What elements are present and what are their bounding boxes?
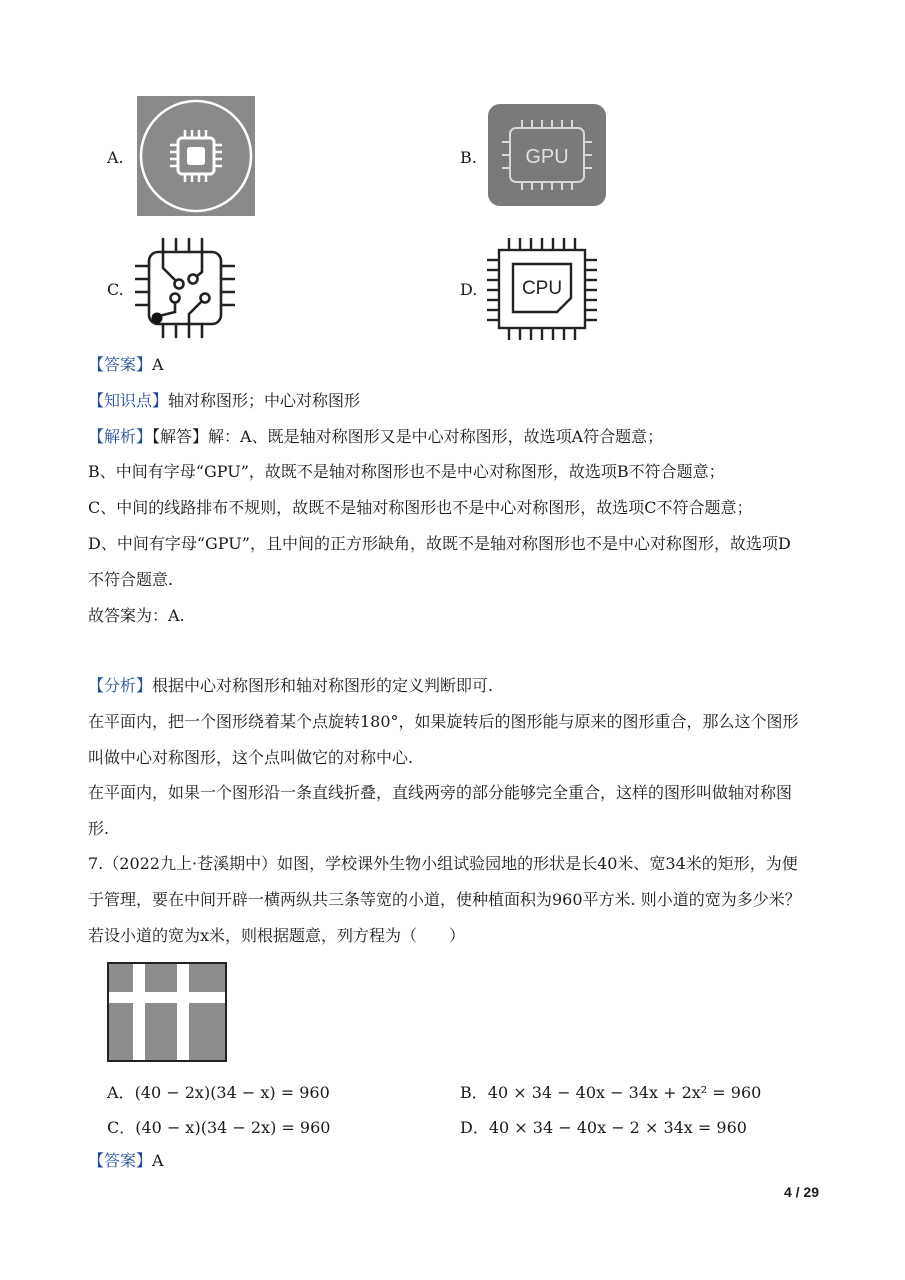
q6-analysis-line-4: D、中间有字母“GPU”，且中间的正方形缺角，故既不是轴对称图形也不是中心对称图形，故选项D — [88, 534, 791, 553]
option-b-label: B. — [460, 148, 477, 167]
knowledge-text: 轴对称图形；中心对称图形 — [168, 391, 361, 410]
option-a-label: A. — [107, 148, 124, 167]
q7-stem-line-3: 若设小道的宽为x米，则根据题意，列方程为（ ） — [88, 926, 466, 945]
q6-analysis-line-2: B、中间有字母“GPU”，故既不是轴对称图形也不是中心对称图形，故选项B不符合题意； — [88, 462, 725, 481]
q6-fenxi-line-3: 叫做中心对称图形，这个点叫做它的对称中心. — [88, 748, 414, 767]
q6-fenxi-line-5: 形. — [88, 819, 110, 838]
q7-answer-line — [88, 1151, 164, 1171]
q7-stem-line-2: 于管理，要在中间开辟一横两纵共三条等宽的小道，使种植面积为960平方米. 则小道的宽为多少米？ — [88, 890, 801, 909]
q6-analysis-line-5: 不符合题意. — [88, 570, 174, 589]
q6-fenxi-line-2: 在平面内，把一个图形绕着某个点旋转180°，如果旋转后的图形能与原来的图形重合，那么这个图形 — [88, 712, 799, 731]
cpu-chip-text: CPU — [521, 278, 563, 299]
knowledge-tag: 【知识点】 — [88, 391, 169, 410]
analysis-tag: 【解析】 — [88, 427, 153, 446]
q7-option-c: C．(40 − x)(34 − 2x) = 960 — [107, 1118, 331, 1137]
q6-knowledge-line — [88, 391, 360, 411]
q7-garden-figure — [107, 962, 227, 1062]
q7-option-d: D．40 × 34 − 40x − 2 × 34x = 960 — [460, 1118, 747, 1137]
q7-option-a: A．(40 − 2x)(34 − x) = 960 — [107, 1083, 330, 1102]
gpu-chip-text: GPU — [525, 146, 569, 168]
option-b-gpu-figure — [488, 104, 606, 206]
answer-value: A — [152, 355, 164, 374]
q7-answer-tag: 【答案】 — [88, 1151, 153, 1170]
fenxi-tag: 【分析】 — [88, 676, 153, 695]
option-c-circuit-figure — [135, 236, 235, 340]
option-a-chip-circle-figure — [137, 96, 255, 216]
option-d-label: D. — [460, 280, 478, 299]
fenxi-text: 根据中心对称图形和轴对称图形的定义判断即可. — [152, 676, 494, 695]
q6-analysis-line-6: 故答案为：A. — [88, 606, 185, 625]
analysis-text: 【解答】解：A、既是轴对称图形又是中心对称图形，故选项A符合题意； — [152, 427, 664, 446]
q6-fenxi-line-4: 在平面内，如果一个图形沿一条直线折叠，直线两旁的部分能够完全重合，这样的图形叫做轴对称图 — [88, 783, 793, 802]
option-c-label: C. — [107, 280, 124, 299]
q6-answer-line — [88, 355, 164, 375]
option-d-cpu-figure — [487, 236, 597, 340]
q7-option-b: B．40 × 34 − 40x − 34x + 2x² = 960 — [460, 1083, 762, 1102]
q6-analysis-line-3: C、中间的线路排布不规则，故既不是轴对称图形也不是中心对称图形，故选项C不符合题意； — [88, 498, 753, 517]
q7-answer-value: A — [152, 1151, 164, 1170]
page-number: 4 / 29 — [783, 1184, 819, 1200]
q6-analysis-line-1 — [88, 427, 663, 447]
q6-fenxi-line-1 — [88, 676, 493, 696]
answer-tag: 【答案】 — [88, 355, 153, 374]
q7-stem-line-1: 7.（2022九上·苍溪期中）如图，学校课外生物小组试验园地的形状是长40米、宽34米的矩形，为便 — [88, 854, 798, 873]
